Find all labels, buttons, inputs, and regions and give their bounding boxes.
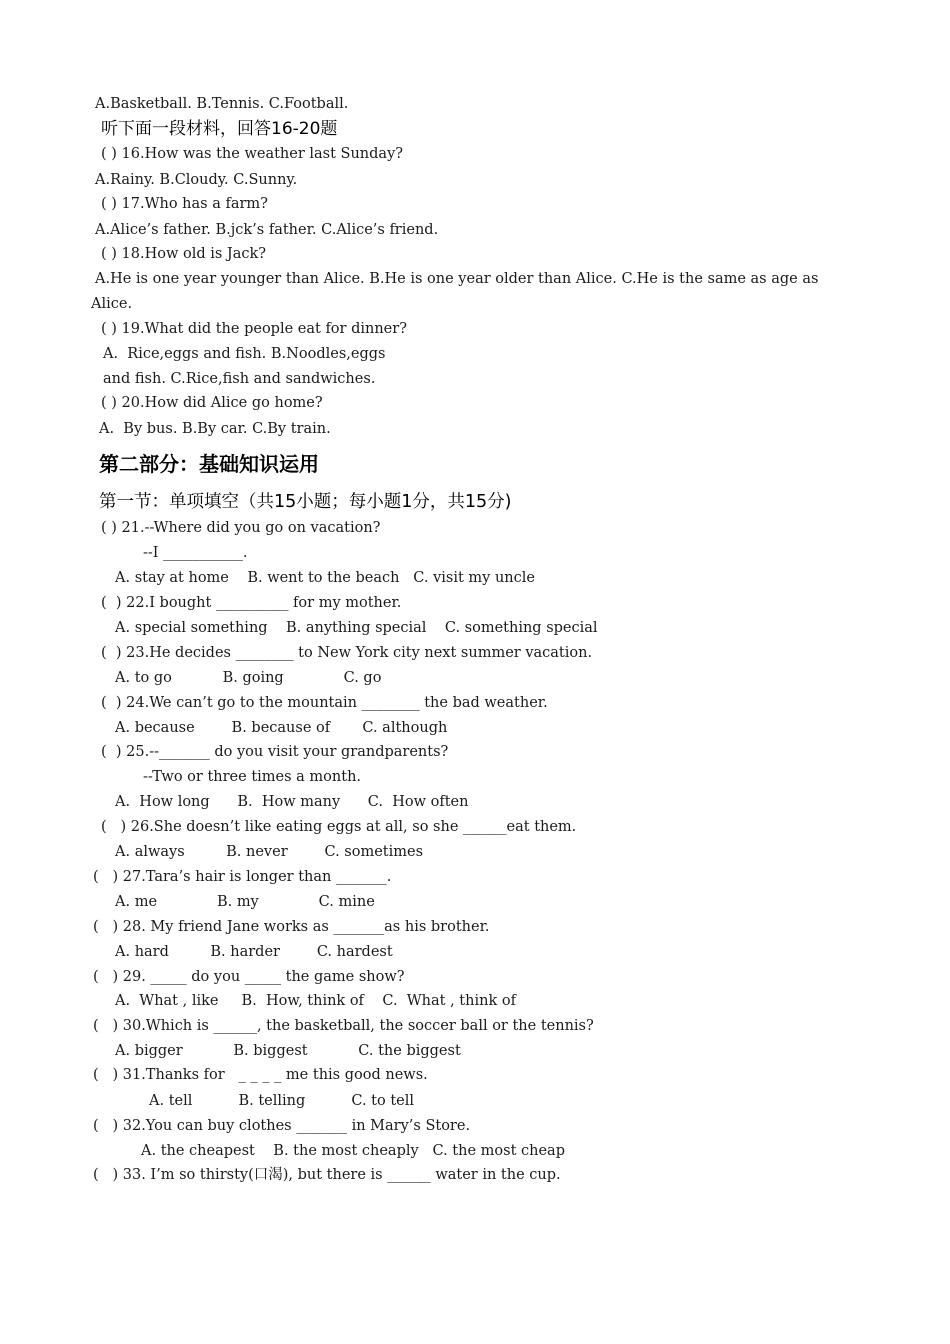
question-29: ( ) 29. _____ do you _____ the game show? xyxy=(93,969,405,985)
options-29: A. What , like B. How, think of C. What , think of xyxy=(115,993,516,1009)
options-21: A. stay at home B. went to the beach C. visit my uncle xyxy=(115,570,535,586)
question-25-cont: --Two or three times a month. xyxy=(143,769,362,785)
options-32: A. the cheapest B. the most cheaply C. the most cheap xyxy=(141,1143,565,1159)
options-30: A. bigger B. biggest C. the biggest xyxy=(115,1043,461,1059)
question-18: ( ) 18.How old is Jack? xyxy=(101,246,267,262)
question-30: ( ) 30.Which is ______, the basketball, the soccer ball or the tennis? xyxy=(93,1018,594,1034)
options-23: A. to go B. going C. go xyxy=(115,670,382,686)
options-18: A.He is one year younger than Alice. B.He is one year older than Alice. C.He is the same as age as xyxy=(95,271,819,287)
options-20: A. By bus. B.By car. C.By train. xyxy=(99,421,331,437)
question-31: ( ) 31.Thanks for _ _ _ _ me this good news. xyxy=(93,1067,428,1083)
question-22: ( ) 22.I bought __________ for my mother. xyxy=(101,595,402,611)
question-16: ( ) 16.How was the weather last Sunday? xyxy=(101,146,404,162)
question-24: ( ) 24.We can’t go to the mountain ________ the bad weather. xyxy=(101,695,548,711)
options-28: A. hard B. harder C. hardest xyxy=(115,944,393,960)
options-25: A. How long B. How many C. How often xyxy=(115,794,469,810)
section-one-heading: 第一节：单项填空（共15小题；每小题1分，共15分) xyxy=(99,492,512,512)
question-17: ( ) 17.Who has a farm? xyxy=(101,196,268,212)
question-19: ( ) 19.What did the people eat for dinner? xyxy=(101,321,407,337)
question-28: ( ) 28. My friend Jane works as _______as his brother. xyxy=(93,919,490,935)
options-19-cont: and fish. C.Rice,fish and sandwiches. xyxy=(103,371,376,387)
part-two-heading: 第二部分：基础知识运用 xyxy=(99,452,319,476)
options-31: A. tell B. telling C. to tell xyxy=(149,1093,415,1109)
question-27: ( ) 27.Tara’s hair is longer than _______. xyxy=(93,869,392,885)
options-19: A. Rice,eggs and fish. B.Noodles,eggs xyxy=(103,346,386,362)
question-21-cont: --I ___________. xyxy=(143,545,248,561)
question-21: ( ) 21.--Where did you go on vacation? xyxy=(101,520,381,536)
options-16: A.Rainy. B.Cloudy. C.Sunny. xyxy=(95,172,298,188)
question-26: ( ) 26.She doesn’t like eating eggs at all, so she ______eat them. xyxy=(101,819,577,835)
options-26: A. always B. never C. sometimes xyxy=(115,844,424,860)
options-18-cont: Alice. xyxy=(91,296,133,312)
options-22: A. special something B. anything special C. something special xyxy=(115,620,598,636)
question-32: ( ) 32.You can buy clothes _______ in Mary’s Store. xyxy=(93,1118,471,1134)
options-17: A.Alice’s father. B.jck’s father. C.Alice’s friend. xyxy=(95,222,439,238)
question-20: ( ) 20.How did Alice go home? xyxy=(101,395,323,411)
question-23: ( ) 23.He decides ________ to New York city next summer vacation. xyxy=(101,645,593,661)
options-27: A. me B. my C. mine xyxy=(115,894,375,910)
question-25: ( ) 25.--_______ do you visit your grandparents? xyxy=(101,744,449,760)
text-line: A.Basketball. B.Tennis. C.Football. xyxy=(95,96,349,112)
question-33: ( ) 33. I’m so thirsty(口渴), but there is ______ water in the cup. xyxy=(93,1167,561,1183)
options-24: A. because B. because of C. although xyxy=(115,720,448,736)
listening-heading: 听下面一段材料，回答16-20题 xyxy=(101,119,338,139)
